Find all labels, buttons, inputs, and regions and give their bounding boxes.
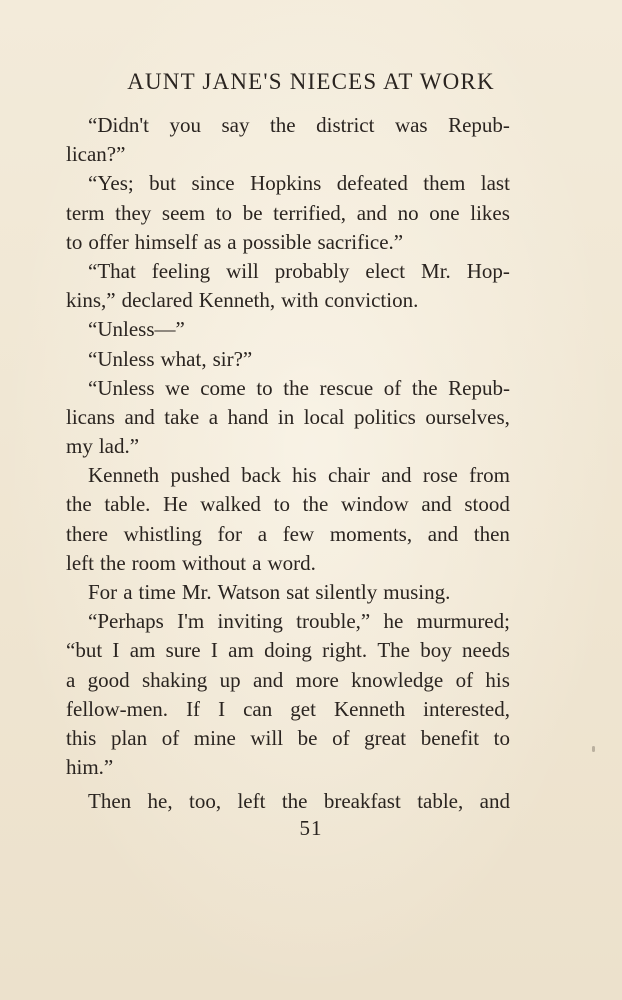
word: ourselves, <box>425 404 510 429</box>
word: few <box>282 521 315 546</box>
text-line <box>66 461 510 490</box>
word: “Unless—” <box>88 317 185 342</box>
word: and <box>252 667 284 692</box>
word: say <box>221 113 250 137</box>
word: table. <box>104 492 151 517</box>
word: the <box>281 789 308 814</box>
running-head: AUNT JANE'S NIECES AT WORK <box>127 69 495 94</box>
word: offer <box>88 229 129 254</box>
word: there <box>66 521 108 546</box>
word: what, <box>160 346 207 371</box>
word: am <box>129 638 156 663</box>
text-line <box>66 636 510 665</box>
word: Hop- <box>466 258 510 283</box>
word: Kenneth <box>88 463 160 488</box>
word: his <box>485 667 510 692</box>
word: seem <box>161 200 206 225</box>
text-line <box>66 666 510 695</box>
word: room <box>131 550 176 575</box>
word: time <box>138 580 176 604</box>
word: silently <box>315 580 378 604</box>
word: feeling <box>151 258 211 283</box>
word: one <box>429 200 460 225</box>
word: his <box>292 463 317 488</box>
text-line <box>66 403 510 432</box>
word: shaking <box>141 667 208 692</box>
word: to <box>256 375 273 400</box>
text-line <box>66 549 510 578</box>
word: too, <box>188 789 222 814</box>
word: stood <box>464 492 510 517</box>
word: the <box>99 550 126 575</box>
word: and <box>356 200 388 225</box>
word: then <box>473 521 510 546</box>
word: left <box>237 789 266 814</box>
word: and <box>381 463 412 488</box>
word: to <box>215 200 233 225</box>
word: this <box>66 725 97 750</box>
word: boy <box>420 638 452 663</box>
text-line <box>66 315 510 344</box>
word: possible <box>242 229 312 254</box>
word: to <box>273 492 290 517</box>
word: great <box>364 725 407 750</box>
word: the <box>269 113 296 137</box>
paper-speck <box>592 746 595 752</box>
word: but <box>149 171 177 196</box>
text-line <box>66 724 510 753</box>
word: to <box>493 725 510 750</box>
word: and <box>479 789 510 814</box>
word: with <box>281 288 319 313</box>
text-line <box>66 578 510 607</box>
word: we <box>165 375 190 400</box>
word: For <box>88 580 118 604</box>
word: good <box>87 667 130 692</box>
word: “Unless <box>88 375 155 400</box>
word: will <box>250 725 284 750</box>
word: the <box>411 375 438 400</box>
word: local <box>303 404 345 429</box>
word: sacrifice.” <box>317 229 404 254</box>
word: He <box>163 492 188 517</box>
word: since <box>191 171 235 196</box>
word: trouble,” <box>296 609 371 634</box>
word: walked <box>200 492 261 517</box>
word: for <box>217 521 243 546</box>
word: The <box>377 638 411 663</box>
word: himself <box>134 229 198 254</box>
word: my <box>66 434 93 459</box>
word: I'm <box>177 609 205 634</box>
word: musing. <box>383 580 451 604</box>
word: table, <box>417 789 464 814</box>
word: rescue <box>319 375 374 400</box>
word: “Perhaps <box>88 609 164 634</box>
word: without <box>181 550 247 575</box>
page-number: 51 <box>299 816 323 840</box>
word: mine <box>193 725 236 750</box>
word: breakfast <box>323 789 401 814</box>
word: term <box>66 200 105 225</box>
word: a <box>257 521 268 546</box>
text-line <box>66 607 510 636</box>
word: Mr. <box>421 258 451 283</box>
word: I <box>112 638 120 663</box>
word: from <box>469 463 510 488</box>
word: lican?” <box>66 142 126 167</box>
word: them <box>423 171 466 196</box>
word: Then <box>88 789 132 814</box>
text-line <box>66 787 510 816</box>
word: a <box>252 550 262 575</box>
word: come <box>200 375 246 400</box>
word: kins,” <box>66 288 116 313</box>
word: can <box>243 696 273 721</box>
word: I <box>210 638 218 663</box>
word: Watson <box>217 580 281 604</box>
word: pushed <box>170 463 230 488</box>
word: a <box>66 667 76 692</box>
word: be <box>242 200 263 225</box>
word: licans <box>66 404 115 429</box>
word: doing <box>264 638 312 663</box>
word: probably <box>274 258 350 283</box>
word: hand <box>227 404 269 429</box>
text-line <box>66 199 510 228</box>
word: likes <box>470 200 510 225</box>
word: benefit <box>420 725 480 750</box>
word: was <box>394 113 428 137</box>
text-line <box>66 695 510 724</box>
word: Repub- <box>448 113 510 137</box>
word: be <box>297 725 318 750</box>
word: district <box>316 113 375 137</box>
word: knowledge <box>351 667 444 692</box>
body-text <box>66 111 510 817</box>
word: whistling <box>123 521 202 546</box>
word: take <box>164 404 200 429</box>
word: window <box>341 492 409 517</box>
word: I <box>218 696 226 721</box>
word: a <box>227 229 237 254</box>
word: him.” <box>66 755 114 780</box>
word: up <box>219 667 241 692</box>
word: fellow-men. <box>66 696 169 721</box>
word: left <box>66 550 94 575</box>
word: defeated <box>336 171 408 196</box>
word: “Didn't <box>88 113 149 137</box>
word: a <box>123 580 133 604</box>
word: declared <box>121 288 193 313</box>
text-line <box>66 374 510 403</box>
word: plan <box>110 725 148 750</box>
word: the <box>66 492 92 517</box>
word: Repub- <box>448 375 510 400</box>
word: Kenneth <box>333 696 406 721</box>
word: of <box>332 725 350 750</box>
word: and <box>421 492 452 517</box>
word: needs <box>462 638 510 663</box>
word: “Yes; <box>88 171 134 196</box>
text-line <box>66 257 510 286</box>
word: the <box>283 375 309 400</box>
text-line <box>66 111 510 140</box>
word: moments, <box>329 521 413 546</box>
text-line <box>66 228 510 257</box>
text-line <box>66 286 510 315</box>
word: get <box>290 696 316 721</box>
word: in <box>277 404 295 429</box>
word: Hopkins <box>250 171 322 196</box>
word: murmured; <box>416 609 510 634</box>
text-line <box>66 140 510 169</box>
word: he, <box>147 789 173 814</box>
word: as <box>203 229 222 254</box>
word: to <box>66 229 83 254</box>
word: If <box>186 696 201 721</box>
word: you <box>169 113 201 137</box>
word: interested, <box>423 696 510 721</box>
word: word. <box>267 550 316 575</box>
word: of <box>455 667 474 692</box>
word: of <box>383 375 402 400</box>
word: the <box>302 492 329 517</box>
word: “Unless <box>88 346 155 371</box>
word: will <box>226 258 259 283</box>
text-line <box>66 753 510 782</box>
word: and <box>124 404 155 429</box>
word: inviting <box>217 609 283 634</box>
text-line <box>66 432 510 461</box>
word: sat <box>286 580 310 604</box>
text-line <box>66 345 510 374</box>
word: they <box>115 200 152 225</box>
word: lad.” <box>98 434 140 459</box>
word: “That <box>88 258 136 283</box>
word: am <box>228 638 254 663</box>
word: Mr. <box>181 580 212 604</box>
word: of <box>161 725 180 750</box>
word: last <box>480 171 510 196</box>
word: politics <box>354 404 416 429</box>
word: sir?” <box>212 346 253 371</box>
word: chair <box>327 463 370 488</box>
word: and <box>427 521 459 546</box>
word: more <box>295 667 339 692</box>
word: conviction. <box>324 288 419 313</box>
word: sure <box>165 638 201 663</box>
word: terrified, <box>273 200 347 225</box>
word: no <box>397 200 419 225</box>
word: back <box>241 463 281 488</box>
text-line <box>66 490 510 519</box>
word: “but <box>66 638 103 663</box>
word: he <box>383 609 404 634</box>
word: Kenneth, <box>198 288 276 313</box>
word: right. <box>322 638 368 663</box>
word: rose <box>422 463 458 488</box>
text-line <box>66 520 510 549</box>
text-line <box>66 169 510 198</box>
word: elect <box>365 258 406 283</box>
word: a <box>208 404 219 429</box>
